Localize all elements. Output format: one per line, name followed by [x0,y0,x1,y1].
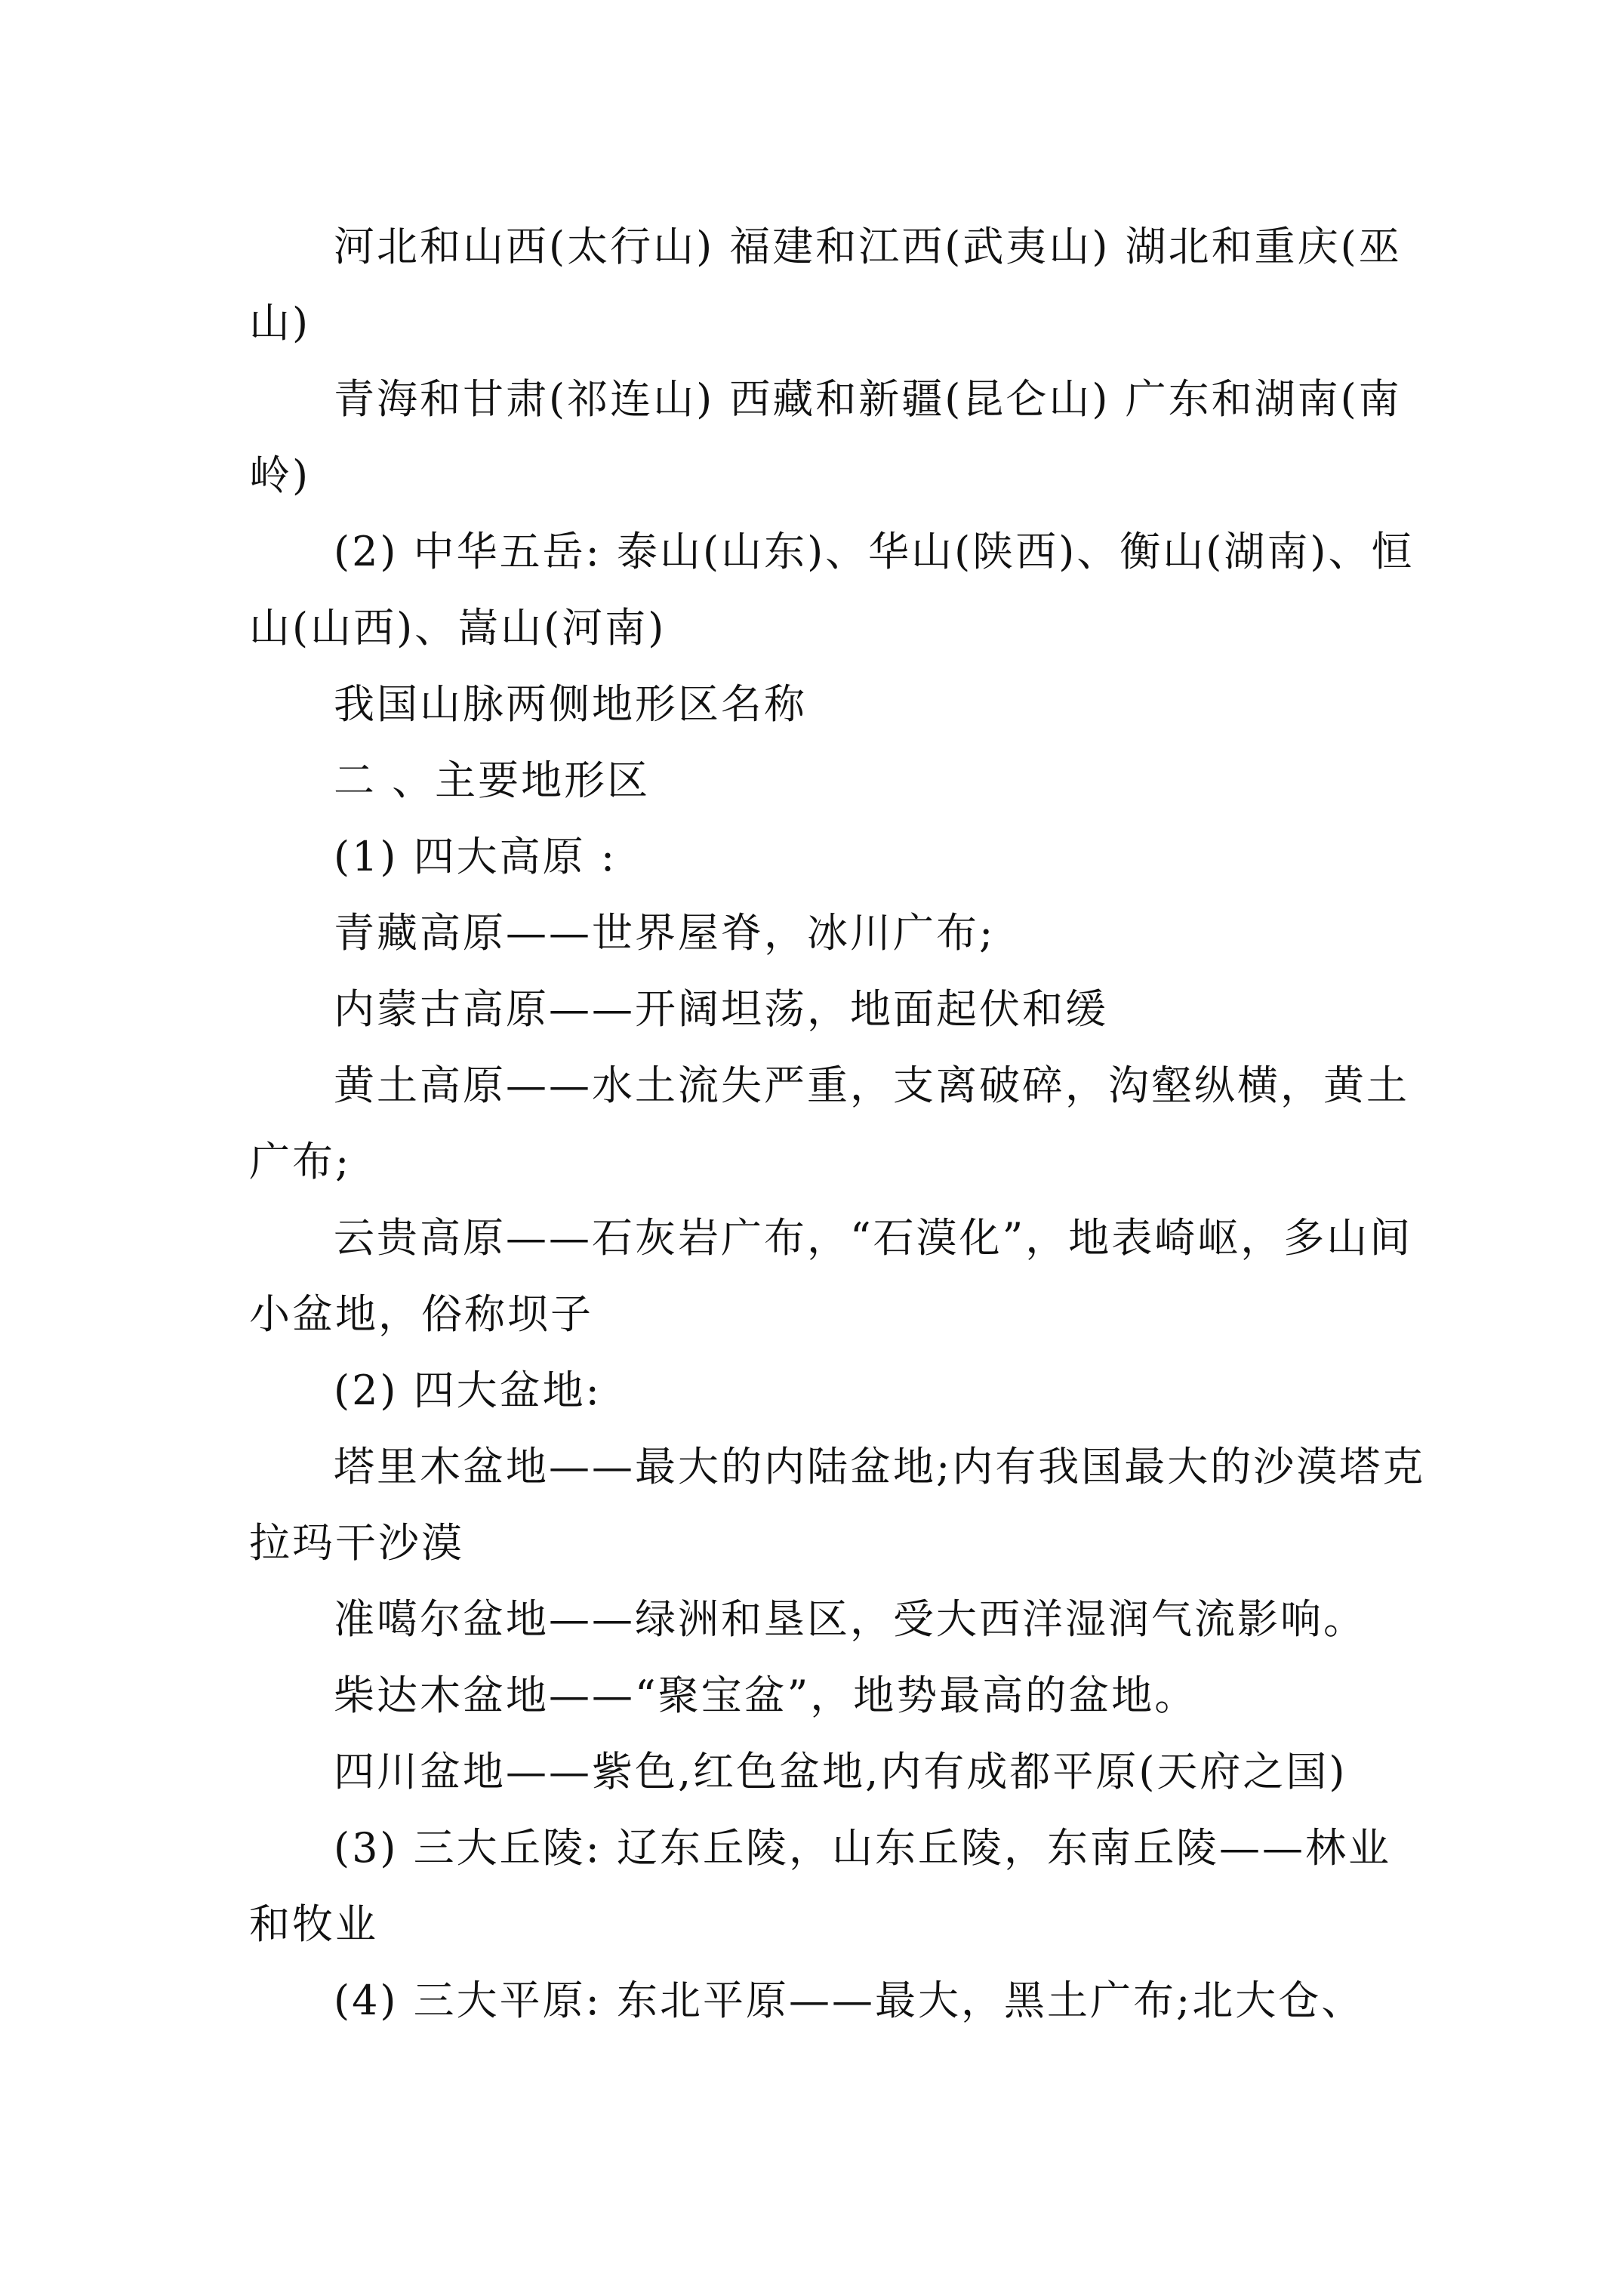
subheading: (1) 四大高原 : [334,833,617,880]
document-body [249,208,1427,2039]
paragraph: 塔里木盆地——最大的内陆盆地;内有我国最大的沙漠塔克拉玛干沙漠 [249,1443,1426,1567]
paragraph: 准噶尔盆地——绿洲和垦区，受大西洋湿润气流影响。 [334,1595,1366,1643]
paragraph: 青藏高原——世界屋脊，冰川广布; [334,909,996,957]
section-heading: 二 、主要地形区 [334,757,651,804]
paragraph: (2) 中华五岳: 泰山(山东)、华山(陕西)、衡山(湖南)、恒山(山西)、嵩山(河南) [249,528,1415,652]
paragraph: 柴达木盆地——“聚宝盆”，地势最高的盆地。 [334,1672,1198,1719]
subheading: (2) 四大盆地: [334,1367,602,1414]
paragraph: 四川盆地——紫色,红色盆地,内有成都平原(天府之国) [334,1748,1347,1795]
paragraph: 青海和甘肃(祁连山) 西藏和新疆(昆仑山) 广东和湖南(南岭) [249,375,1402,499]
paragraph: 云贵高原——石灰岩广布，“石漠化”，地表崎岖，多山间小盆地，俗称坝子 [249,1214,1413,1338]
paragraph: 内蒙古高原——开阔坦荡，地面起伏和缓 [334,985,1108,1033]
paragraph: (4) 三大平原: 东北平原——最大，黑土广布;北大仓、 [334,1977,1365,2024]
paragraph: (3) 三大丘陵: 辽东丘陵，山东丘陵，东南丘陵——林业和牧业 [249,1824,1392,1948]
paragraph: 我国山脉两侧地形区名称 [334,680,807,728]
paragraph: 河北和山西(太行山) 福建和江西(武夷山) 湖北和重庆(巫山) [249,223,1402,347]
paragraph: 黄土高原——水土流失严重，支离破碎，沟壑纵横，黄土广布; [249,1062,1409,1185]
